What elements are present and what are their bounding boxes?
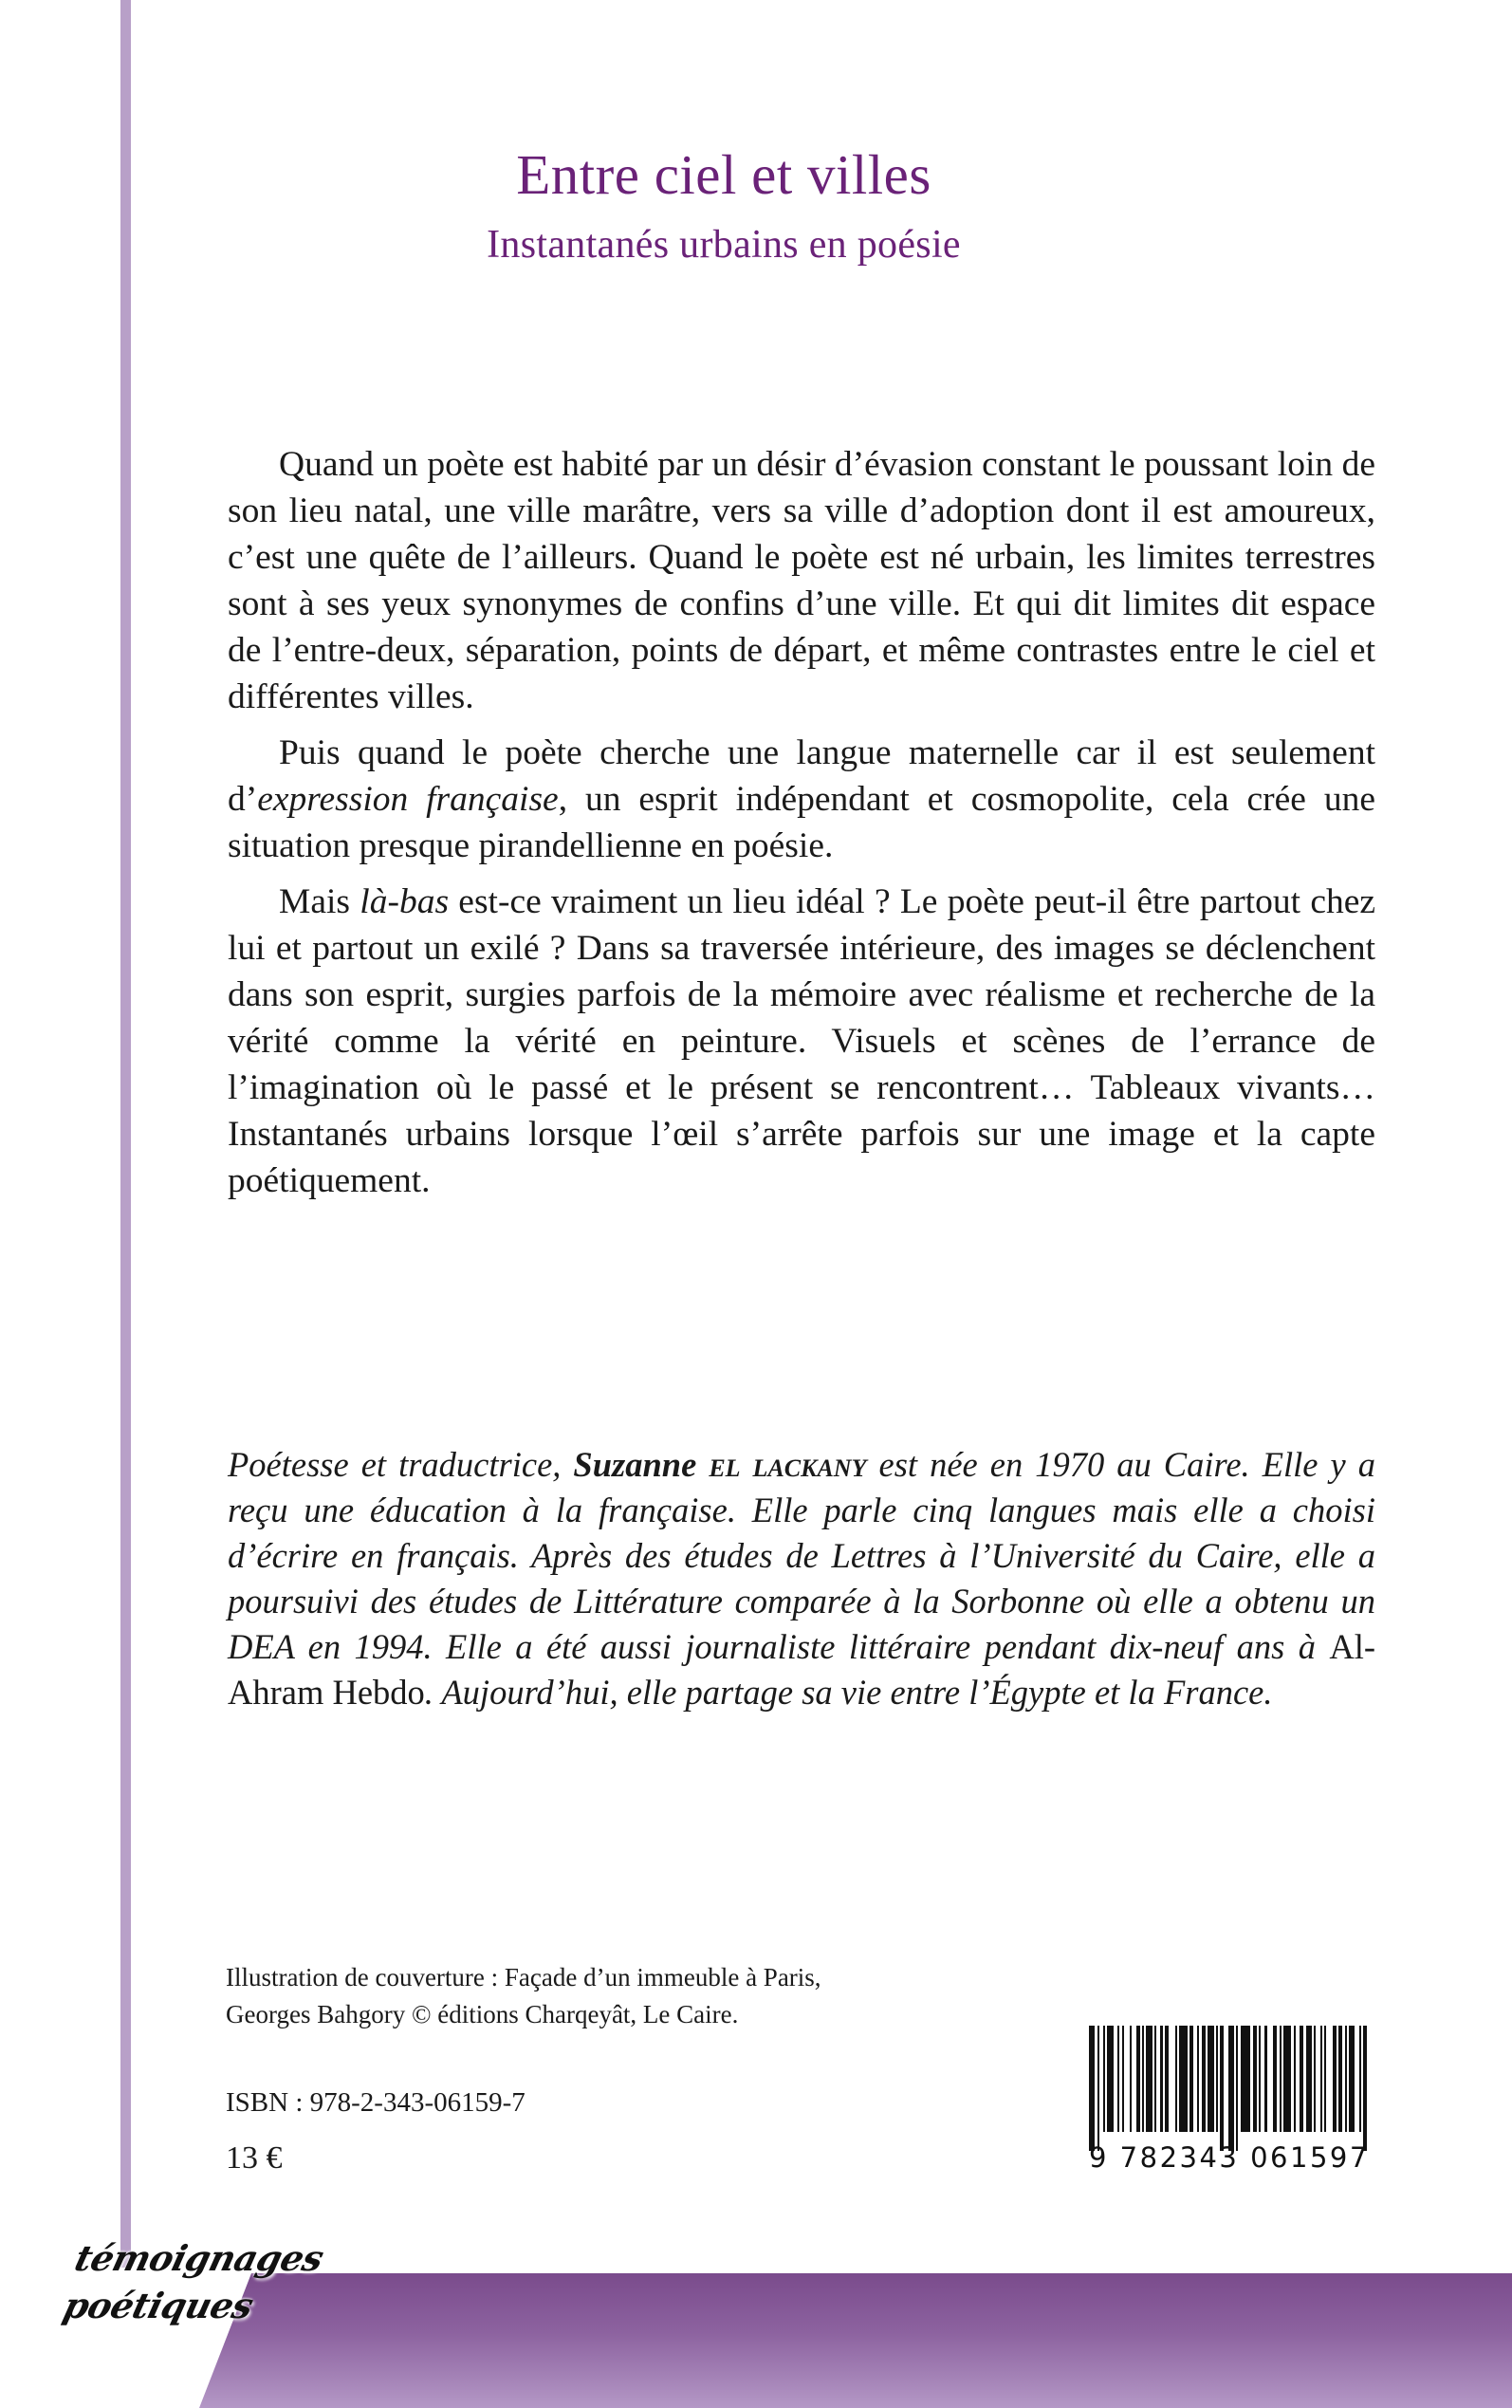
price-text: 13 € [226,2140,283,2176]
back-cover-blurb [228,441,1375,1213]
blurb-paragraph-2-text-b: , un esprit indépendant et cosmopolite, cela crée une situation presque pirandellienne en poésie. [228,780,1375,865]
blurb-paragraph-3-emphasis: là-bas [360,882,450,921]
blurb-paragraph-2-emphasis: expression française [257,780,559,819]
cover-illustration-credit [226,1959,985,2033]
blurb-paragraph-2 [228,730,1375,869]
blurb-paragraph-3-text-b: est-ce vraiment un lieu idéal ? Le poète peut-il être partout chez lui et partout un exilé ? Dans sa traversée intérieure, des images se déclenchent dans son esprit, surgies parfois de la mémoire avec réalisme et recherche de la vérité comme la vérité en peinture. Visuels et scènes de l’errance de l’imagination où le passé et le présent se rencontrent… Tableaux vivants… Instantanés urbains lorsque l’œil s’arrête parfois sur une image et la capte poétiquement. [228,882,1376,1200]
author-bio-intro: Poétesse et traductrice, [228,1445,574,1484]
collection-logo [59,2237,349,2400]
illustration-credit-line-2: Georges Bahgory © éditions Charqeyât, Le Caire. [226,2000,739,2028]
collection-logo-line-2: poétiques [59,2285,258,2326]
author-biography [228,1442,1375,1715]
blurb-paragraph-1 [228,441,1375,720]
barcode-bars [1089,2026,1374,2157]
blurb-paragraph-3 [228,879,1375,1204]
blurb-paragraph-1-text: Quand un poète est habité par un désir d’évasion constant le poussant loin de son lieu natal, une ville marâtre, vers sa ville d’adoption dont il est amoureux, c’est une quête de l’ailleurs. Quand le poète est né urbain, les limites terrestres sont à ses yeux synonymes de confins d’une ville. Et qui dit limites dit espace de l’entre-deux, séparation, points de départ, et même contrastes entre le ciel et différentes villes. [228,445,1375,716]
title-block [131,142,1317,269]
author-bio-paragraph [228,1442,1375,1715]
illustration-credit-line-1: Illustration de couverture : Façade d’un immeuble à Paris, [226,1963,821,1991]
spine-accent-stripe [120,0,131,2268]
blurb-paragraph-2-text-a: Puis quand le poète cherche une langue maternelle car il est seulement d’ [228,733,1375,819]
barcode-bar [1179,2026,1188,2132]
barcode-digits: 9 782343 061597 [1089,2141,1370,2174]
page-title: Entre ciel et villes [516,143,931,206]
author-bio-body: est née en 1970 au Caire. Elle y a reçu une éducation à la française. Elle parle cinq langues mais elle a choisi d’écrire en français. Après des études de Lettres à l’Université du Caire, elle a poursuivi des études de Littérature comparée à la Sorbonne où elle a obtenu un DEA en 1994. Elle a été aussi journaliste littéraire pendant dix-neuf ans à [228,1445,1375,1666]
author-bio-tail: . Aujourd’hui, elle partage sa vie entre l’Égypte et la France. [424,1673,1273,1712]
author-last-name: el lackany [709,1445,867,1484]
barcode-bar [1241,2026,1251,2132]
author-first-name: Suzanne [573,1445,710,1484]
page-subtitle: Instantanés urbains en poésie [487,223,961,267]
barcode-bar [1283,2026,1292,2132]
isbn-text: ISBN : 978-2-343-06159-7 [226,2087,526,2118]
author-bio-publication: Al-Ahram Hebdo [228,1627,1375,1712]
collection-logo-line-1: témoignages [70,2237,328,2279]
blurb-paragraph-3-text-a: Mais [279,882,360,921]
isbn-barcode [1089,2026,1374,2187]
barcode-space [1367,2026,1373,2132]
